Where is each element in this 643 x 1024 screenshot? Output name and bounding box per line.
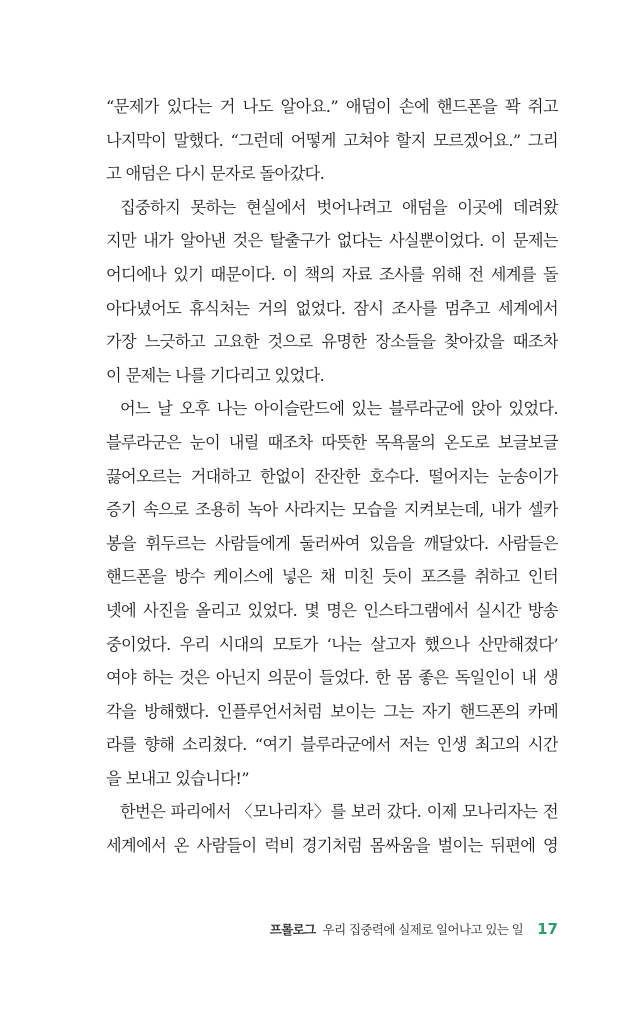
text-line: 고 애덤은 다시 문자로 돌아갔다.: [106, 164, 325, 184]
text-line: 아다녔어도 휴식처는 거의 없었다. 잠시 조사를 멈추고 세계에서: [106, 298, 558, 318]
page-number: 17: [537, 920, 558, 938]
text-line: 봉을 휘두르는 사람들에게 둘러싸여 있음을 깨달았다. 사람들은: [106, 533, 558, 553]
text-line: 증기 속으로 조용히 녹아 사라지는 모습을 지켜보는데, 내가 셀카: [106, 500, 558, 520]
footer-chapter-label: 프롤로그: [269, 922, 316, 937]
body-text: [106, 90, 558, 863]
text-line: 나지막이 말했다. “그런데 어떻게 고쳐야 할지 모르겠어요.” 그리: [106, 130, 558, 150]
text-line: 여야 하는 것은 아닌지 의문이 들었다. 한 몸 좋은 독일인이 내 생: [106, 668, 558, 688]
text-line: 블루라군은 눈이 내릴 때조차 따뜻한 목욕물의 온도로 보글보글: [106, 432, 558, 452]
running-footer: [100, 920, 558, 944]
text-line: 핸드폰을 방수 케이스에 넣은 채 미친 듯이 포즈를 취하고 인터: [106, 567, 558, 587]
text-line: 중이었다. 우리 시대의 모토가 ‘나는 살고자 했으나 산만해졌다’: [106, 634, 558, 654]
text-line: 집중하지 못하는 현실에서 벗어나려고 애덤을 이곳에 데려왔: [120, 197, 558, 217]
text-line: 각을 방해했다. 인플루언서처럼 보이는 그는 자기 핸드폰의 카메: [106, 701, 558, 721]
text-line: 끓어오르는 거대하고 한없이 잔잔한 호수다. 떨어지는 눈송이가: [106, 466, 558, 486]
text-line: 지만 내가 알아낸 것은 탈출구가 없다는 사실뿐이었다. 이 문제는: [106, 231, 558, 251]
text-line: 어디에나 있기 때문이다. 이 책의 자료 조사를 위해 전 세계를 돌: [106, 264, 558, 284]
text-line: 이 문제는 나를 기다리고 있었다.: [106, 365, 325, 385]
text-line: “문제가 있다는 거 나도 알아요.” 애덤이 손에 핸드폰을 꽉 쥐고: [106, 97, 558, 116]
text-line: 한번은 파리에서 〈모나리자〉를 보러 갔다. 이제 모나리자는 전: [120, 802, 558, 822]
text-line: 어느 날 오후 나는 아이슬란드에 있는 블루라군에 앉아 있었다.: [120, 399, 558, 419]
footer-chapter-title: 우리 집중력에 실제로 일어나고 있는 일: [322, 922, 524, 937]
text-line: 라를 향해 소리쳤다. “여기 블루라군에서 저는 인생 최고의 시간: [106, 735, 558, 755]
text-line: 가장 느긋하고 고요한 것으로 유명한 장소들을 찾아갔을 때조차: [106, 332, 558, 352]
text-line: 넷에 사진을 올리고 있었다. 몇 명은 인스타그램에서 실시간 방송: [106, 600, 558, 620]
text-line: 을 보내고 있습니다!”: [106, 768, 249, 788]
text-line: 세계에서 온 사람들이 럭비 경기처럼 몸싸움을 벌이는 뒤편에 영: [106, 836, 558, 856]
